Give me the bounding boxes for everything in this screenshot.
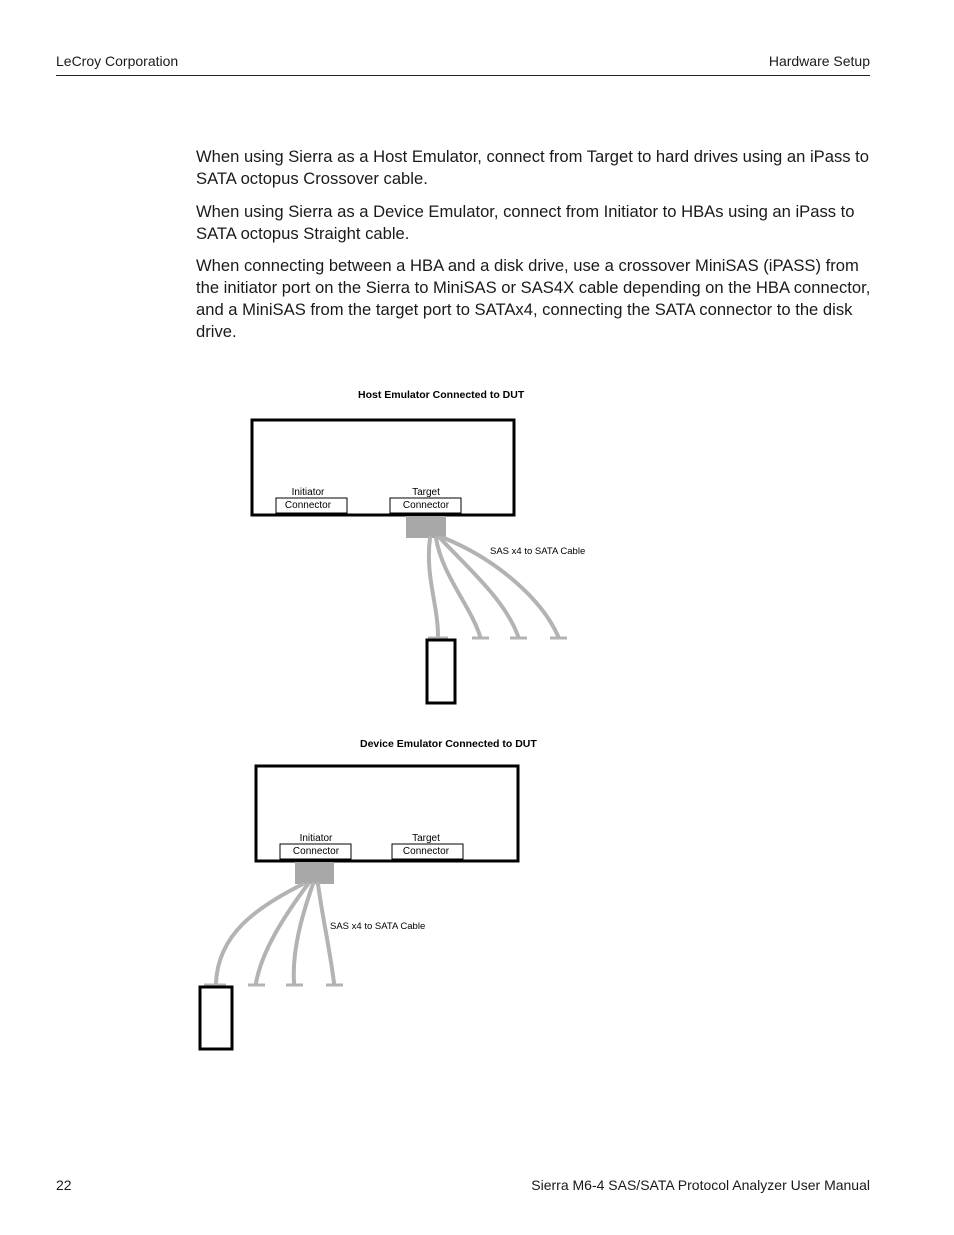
header-company: LeCroy Corporation <box>56 53 179 69</box>
header-section: Hardware Setup <box>768 53 870 69</box>
host-emulator-diagram <box>252 389 585 703</box>
host-initiator-connector-label: Connector <box>284 500 332 511</box>
device-initiator-connector-label: Connector <box>292 846 340 857</box>
paragraph-device-emulator: When using Sierra as a Device Emulator, connect from Initiator to HBAs using an iPass to SATA octopus Straight cable. <box>196 202 855 243</box>
footer-manual-title: Sierra M6-4 SAS/SATA Protocol Analyzer User Manual <box>531 1177 870 1193</box>
host-cable-plug <box>406 516 446 538</box>
device-target-connector-label: Connector <box>402 846 450 857</box>
device-cable-plug <box>295 862 334 884</box>
page-number: 22 <box>56 1177 72 1193</box>
paragraph-hba-disk: When connecting between a HBA and a disk drive, use a crossover MiniSAS (iPASS) from the initiator port on the Sierra to MiniSAS or SAS4X cable depending on the HBA connector, and a MiniSAS from the target port to SATAx4, connecting the SATA connector to the disk drive. <box>196 256 871 341</box>
host-target-connector-label: Connector <box>402 500 450 511</box>
device-diagram-title: Device Emulator Connected to DUT <box>360 738 537 750</box>
host-target-label: Target <box>412 487 440 498</box>
paragraph-host-emulator: When using Sierra as a Host Emulator, connect from Target to hard drives using an iPass to SATA octopus Crossover cable. <box>196 147 869 188</box>
device-emulator-diagram <box>200 738 537 1049</box>
device-cable-label: SAS x4 to SATA Cable <box>330 921 426 932</box>
host-diagram-title: Host Emulator Connected to DUT <box>358 389 525 401</box>
host-disk-drive <box>427 640 455 703</box>
device-hba <box>200 987 232 1049</box>
host-initiator-label: Initiator <box>291 487 325 498</box>
device-initiator-label: Initiator <box>299 833 333 844</box>
host-cable-label: SAS x4 to SATA Cable <box>490 546 586 557</box>
device-octopus-cable <box>216 884 334 983</box>
device-target-label: Target <box>412 833 440 844</box>
